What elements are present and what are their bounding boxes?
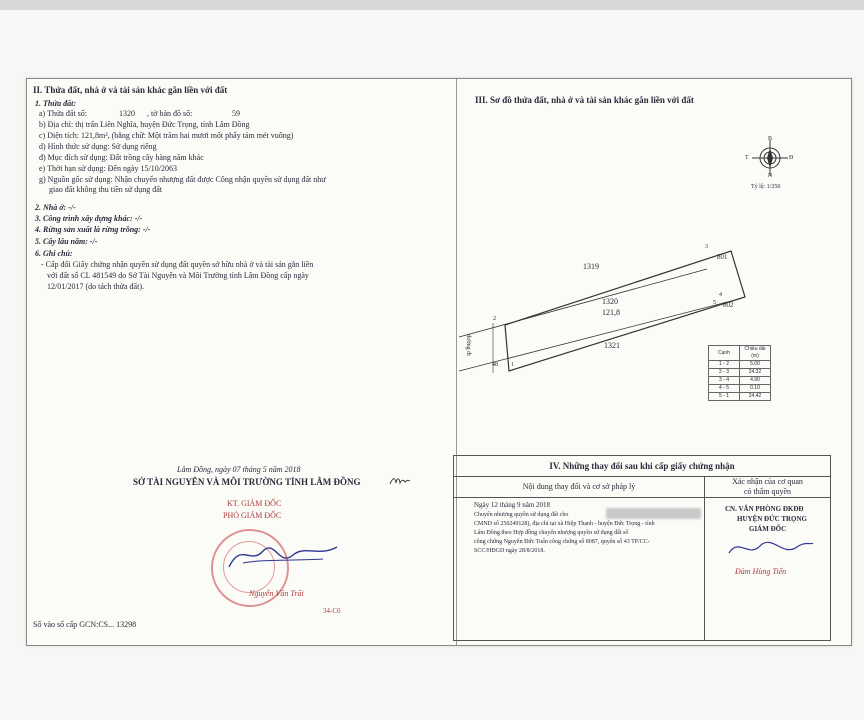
deputy-title-kt: KT. GIÁM ĐỐC (227, 499, 282, 508)
map-sheet-label: , tờ bản đồ số: (147, 109, 193, 118)
parcel-number: 1320 (119, 109, 135, 118)
note-line1: - Cấp đổi Giấy chứng nhận quyền sử dụng đất quyền sở hữu nhà ở và tài sản gắn liền (41, 260, 314, 269)
neighbor-boundary-north (459, 269, 707, 337)
office-signature (725, 533, 815, 563)
issue-date: Lâm Đồng, ngày 07 tháng 5 năm 2018 (177, 465, 301, 474)
edge-length: 24.32 (740, 369, 771, 377)
point-4: 4 (719, 292, 722, 298)
note-line2: với đất số CL 481549 do Sở Tài Nguyên và Môi Trường tỉnh Lâm Đồng cấp ngày (47, 271, 309, 280)
road-label: đường đi (464, 334, 471, 356)
edge-length: 4.90 (740, 377, 771, 385)
edge-row (709, 393, 771, 401)
section2-title: II. Thửa đất, nhà ở và tài sản khác gắn liền với đất (33, 85, 228, 95)
change-line3: Lâm Đồng theo Hợp đồng chuyển nhượng quyền sử dụng đất số (474, 530, 629, 536)
content-col-header: Nội dung thay đổi và cơ sở pháp lý (454, 477, 704, 498)
edge-id: 2 - 3 (709, 369, 740, 377)
compass-east: Đ (789, 155, 794, 161)
item6: 6. Ghi chú: (35, 249, 73, 258)
item3: 3. Công trình xây dựng khác: -/- (35, 214, 143, 223)
change-line5: SCC/HĐGD ngày 28/8/2018. (474, 548, 545, 554)
section4-title: IV. Những thay đổi sau khi cấp giấy chứng nhận (454, 456, 830, 477)
changes-table (453, 455, 831, 641)
edge-row (709, 361, 771, 369)
point-2: 2 (493, 316, 496, 322)
point-5: 5 (713, 300, 716, 306)
edge-id: 1 - 2 (709, 361, 740, 369)
deputy-title: PHÓ GIÁM ĐỐC (223, 511, 282, 520)
authority-col-header-line1: Xác nhận của cơ quan (732, 477, 803, 486)
authority-col-header-line2: có thẩm quyền (743, 487, 792, 496)
parcel-1320-label: 1320 (602, 297, 618, 306)
edge-length: 0.10 (740, 385, 771, 393)
parcel-801: 801 (717, 253, 728, 261)
changes-content-column (454, 477, 705, 640)
edge-row (709, 385, 771, 393)
authority-column (705, 477, 830, 640)
change-line2: CMND số 250249128), địa chỉ tại xã Hiệp Thạnh - huyện Đức Trọng - tỉnh (474, 521, 655, 527)
usage-origin: g) Nguồn gốc sử dụng: Nhận chuyển nhượng đất được Công nhận quyền sử dụng đất như (39, 175, 326, 184)
edge-id: 3 - 4 (709, 377, 740, 385)
item5: 5. Cây lâu năm: -/- (35, 237, 98, 246)
usage-origin-cont: giao đất không thu tiền sử dụng đất (49, 185, 162, 194)
handwritten-note: 34-C6 (323, 607, 341, 615)
section3-title: III. Sơ đồ thửa đất, nhà ở và tài sản khác gắn liền với đất (475, 95, 694, 105)
top-bar (0, 0, 864, 10)
map-sheet-number: 59 (232, 109, 240, 118)
note-line3: 12/01/2017 (do tách thửa đất). (47, 282, 144, 291)
parcel-48: 48 (492, 362, 498, 368)
usage-purpose: đ) Mục đích sử dụng: Đất trồng cây hàng năm khác (39, 153, 204, 162)
parcel-1320-area: 121,8 (602, 308, 620, 317)
length-col-header: Chiều dài (m) (740, 346, 771, 361)
parcel-1321: 1321 (604, 341, 620, 350)
certificate-page (26, 78, 852, 646)
edge-table-header (709, 346, 771, 361)
edge-col-header: Cạnh (709, 346, 740, 361)
director-signature (223, 537, 343, 577)
item1-title: 1. Thửa đất: (35, 99, 77, 108)
parcel-number-label: a) Thửa đất số: (39, 109, 87, 118)
signer-name: Nguyễn Văn Trãi (249, 589, 304, 598)
redacted-name (606, 508, 701, 519)
register-number: Số vào sổ cấp GCN:CS... 13298 (33, 620, 137, 629)
edge-length-table (708, 345, 771, 401)
area: c) Diện tích: 121,8m², (bằng chữ: Một trăm hai mươi mốt phẩy tám mét vuông) (39, 131, 294, 140)
map-scale: Tỷ lệ: 1/250 (751, 184, 781, 190)
edge-length: 24.42 (740, 393, 771, 401)
issuing-authority: SỞ TÀI NGUYÊN VÀ MÔI TRƯỜNG TỈNH LÂM ĐỒNG (133, 477, 361, 487)
office-name: CN. VĂN PHÒNG ĐKĐĐ (725, 505, 804, 513)
authority-col-header (705, 477, 830, 498)
compass-north: B (768, 136, 773, 142)
edge-row (709, 369, 771, 377)
compass-south: N (768, 173, 773, 179)
office-district: HUYỆN ĐỨC TRỌNG (737, 515, 808, 523)
usage-form: d) Hình thức sử dụng: Sử dụng riêng (39, 142, 157, 151)
parcel-1319: 1319 (583, 262, 599, 271)
compass-west: T (745, 155, 749, 161)
edge-row (709, 377, 771, 385)
office-signer: Đàm Hùng Tiến (735, 567, 787, 576)
edge-id: 4 - 5 (709, 385, 740, 393)
change-date: Ngày 12 tháng 9 năm 2018 (474, 501, 551, 509)
item4: 4. Rừng sản xuất là rừng trồng: -/- (35, 225, 151, 234)
edge-id: 5 - 1 (709, 393, 740, 401)
parcel-802: 802 (723, 301, 734, 309)
address: b) Địa chỉ: thị trấn Liên Nghĩa, huyện Đức Trọng, tỉnh Lâm Đồng (39, 120, 250, 129)
item2: 2. Nhà ở: -/- (35, 203, 76, 212)
change-line1: Chuyển nhượng quyền sử dụng đất cho (474, 512, 569, 518)
authority-initials-mark (389, 475, 411, 487)
point-1: 1 (511, 362, 514, 368)
office-director-title: GIÁM ĐỐC (749, 525, 787, 533)
change-line4: công chứng Nguyễn Đức Tuấn công chứng số 8087, quyển số 43 TP/CC- (474, 539, 650, 545)
neighbor-boundary-south (459, 299, 739, 371)
usage-term: e) Thời hạn sử dụng: Đến ngày 15/10/2063 (39, 164, 177, 173)
point-3: 3 (705, 244, 708, 250)
edge-length: 5.00 (740, 361, 771, 369)
